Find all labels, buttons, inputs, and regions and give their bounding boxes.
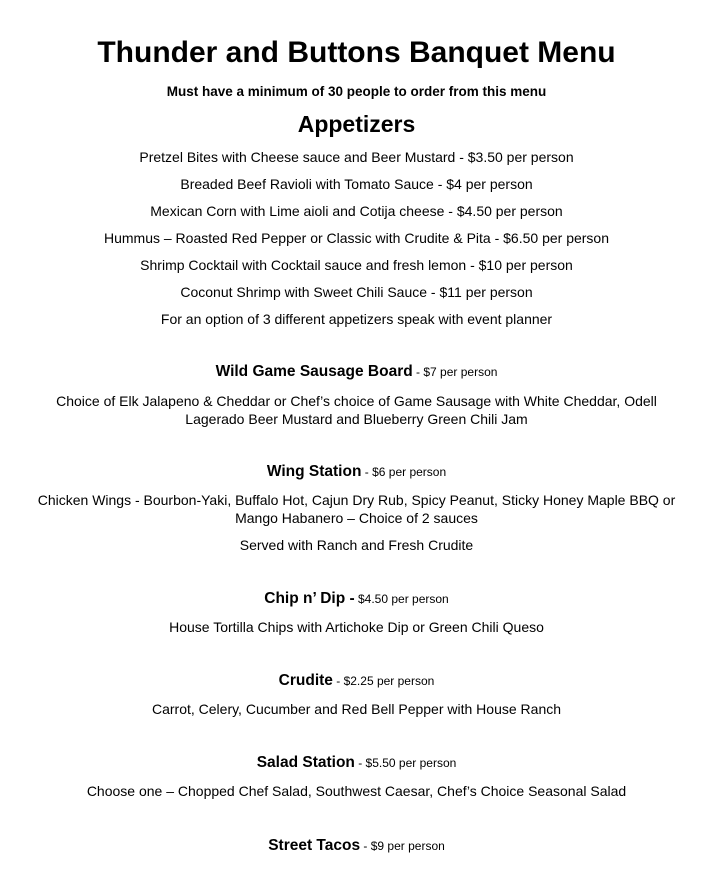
appetizer-item: Hummus – Roasted Red Pepper or Classic with Crudite & Pita - $6.50 per person <box>103 230 609 246</box>
appetizer-note: For an option of 3 different appetizers speak with event planner <box>160 311 553 327</box>
section-name: Wild Game Sausage Board <box>215 363 413 380</box>
section-name: Street Tacos <box>268 837 361 854</box>
appetizer-item: Breaded Beef Ravioli with Tomato Sauce - $4 per person <box>180 176 533 192</box>
section-heading-crudite <box>0 671 713 691</box>
appetizer-item: Pretzel Bites with Cheese sauce and Beer Mustard - $3.50 per person <box>139 149 574 165</box>
section-description: Served with Ranch and Fresh Crudite <box>239 537 474 553</box>
section-heading-street-tacos <box>0 836 713 856</box>
appetizer-item: Shrimp Cocktail with Cocktail sauce and fresh lemon - $10 per person <box>140 257 573 273</box>
section-description: Choice of Elk Jalapeno & Cheddar or Chef’s choice of Game Sausage with White Cheddar, Odell Lagerado Beer Mustard and Blueberry Green Chili Jam <box>56 393 657 427</box>
section-name: Salad Station <box>256 754 355 771</box>
section-name: Chip n’ Dip - <box>264 590 355 607</box>
section-heading-chip-dip <box>0 589 713 609</box>
menu-title: Thunder and Buttons Banquet Menu <box>97 36 616 69</box>
section-description: Carrot, Celery, Cucumber and Red Bell Pepper with House Ranch <box>151 701 562 717</box>
section-name: Wing Station <box>266 463 362 480</box>
section-heading-sausage-board <box>0 362 713 382</box>
section-price: - $6 per person <box>361 465 447 479</box>
section-description: Choose one – Chopped Chef Salad, Southwest Caesar, Chef’s Choice Seasonal Salad <box>86 783 627 799</box>
section-description: Chicken Wings - Bourbon-Yaki, Buffalo Hot, Cajun Dry Rub, Spicy Peanut, Sticky Honey Maple BBQ or Mango Habanero – Choice of 2 sauces <box>37 492 676 526</box>
appetizer-item: Coconut Shrimp with Sweet Chili Sauce - $11 per person <box>180 284 533 300</box>
section-price: $4.50 per person <box>354 592 449 606</box>
appetizers-heading: Appetizers <box>297 111 416 137</box>
section-price: - $2.25 per person <box>332 674 435 688</box>
section-description: House Tortilla Chips with Artichoke Dip or Green Chili Queso <box>169 619 544 635</box>
section-price: - $5.50 per person <box>354 756 457 770</box>
section-price: - $7 per person <box>412 365 498 379</box>
section-name: Crudite <box>278 672 333 689</box>
appetizer-item: Mexican Corn with Lime aioli and Cotija cheese - $4.50 per person <box>150 203 563 219</box>
minimum-notice: Must have a minimum of 30 people to order from this menu <box>166 84 547 99</box>
section-heading-wing-station <box>0 462 713 482</box>
section-price: - $9 per person <box>360 839 445 853</box>
section-heading-salad-station <box>0 753 713 773</box>
